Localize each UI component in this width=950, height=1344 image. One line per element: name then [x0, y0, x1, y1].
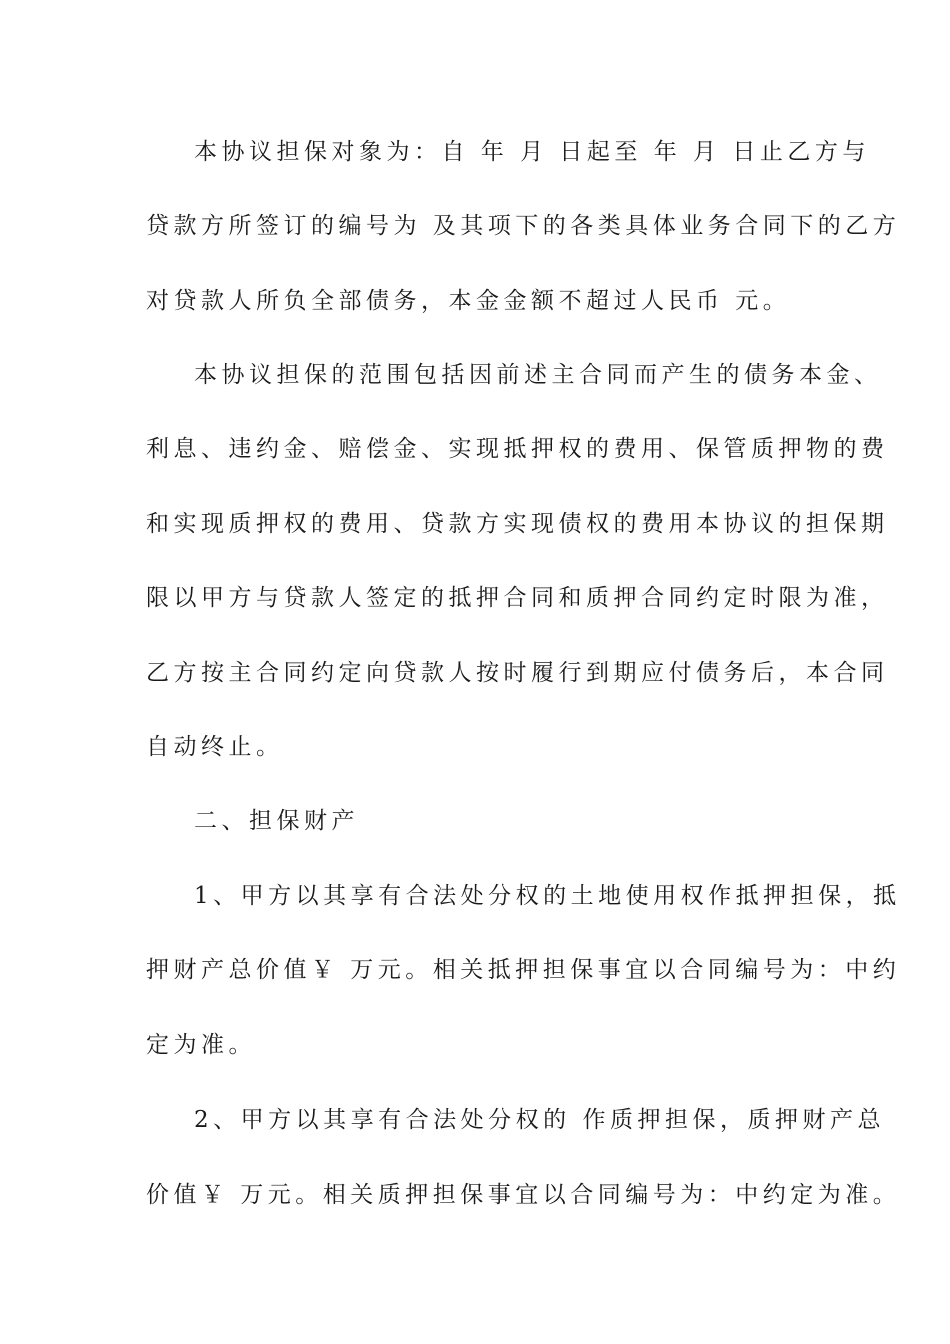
paragraph-line: 价值￥ 万元。相关质押担保事宜以合同编号为：中约定为准。	[146, 1182, 901, 1208]
paragraph-line: 对贷款人所负全部债务，本金金额不超过人民币 元。	[146, 288, 791, 314]
paragraph-line: 押财产总价值￥ 万元。相关抵押担保事宜以合同编号为：中约	[146, 957, 901, 983]
paragraph-line: 和实现质押权的费用、贷款方实现债权的费用本协议的担保期	[146, 511, 889, 537]
paragraph-line: 定为准。	[146, 1032, 256, 1058]
paragraph-line: 本协议担保的范围包括因前述主合同而产生的债务本金、	[194, 362, 882, 388]
paragraph-line: 乙方按主合同约定向贷款人按时履行到期应付债务后，本合同	[146, 660, 889, 686]
paragraph-line: 限以甲方与贷款人签定的抵押合同和质押合同约定时限为准，	[146, 585, 889, 611]
paragraph-line: 利息、违约金、赔偿金、实现抵押权的费用、保管质押物的费	[146, 436, 889, 462]
section-heading: 二、担保财产	[194, 808, 359, 834]
paragraph-line: 本协议担保对象为：自 年 月 日起至 年 月 日止乙方与	[194, 139, 870, 165]
paragraph-line: 贷款方所签订的编号为 及其项下的各类具体业务合同下的乙方	[146, 213, 901, 239]
paragraph-line: 自动终止。	[146, 734, 284, 760]
paragraph-line: 2、甲方以其享有合法处分权的 作质押担保，质押财产总	[194, 1107, 885, 1133]
paragraph-line: 1、甲方以其享有合法处分权的土地使用权作抵押担保，抵	[194, 883, 901, 909]
